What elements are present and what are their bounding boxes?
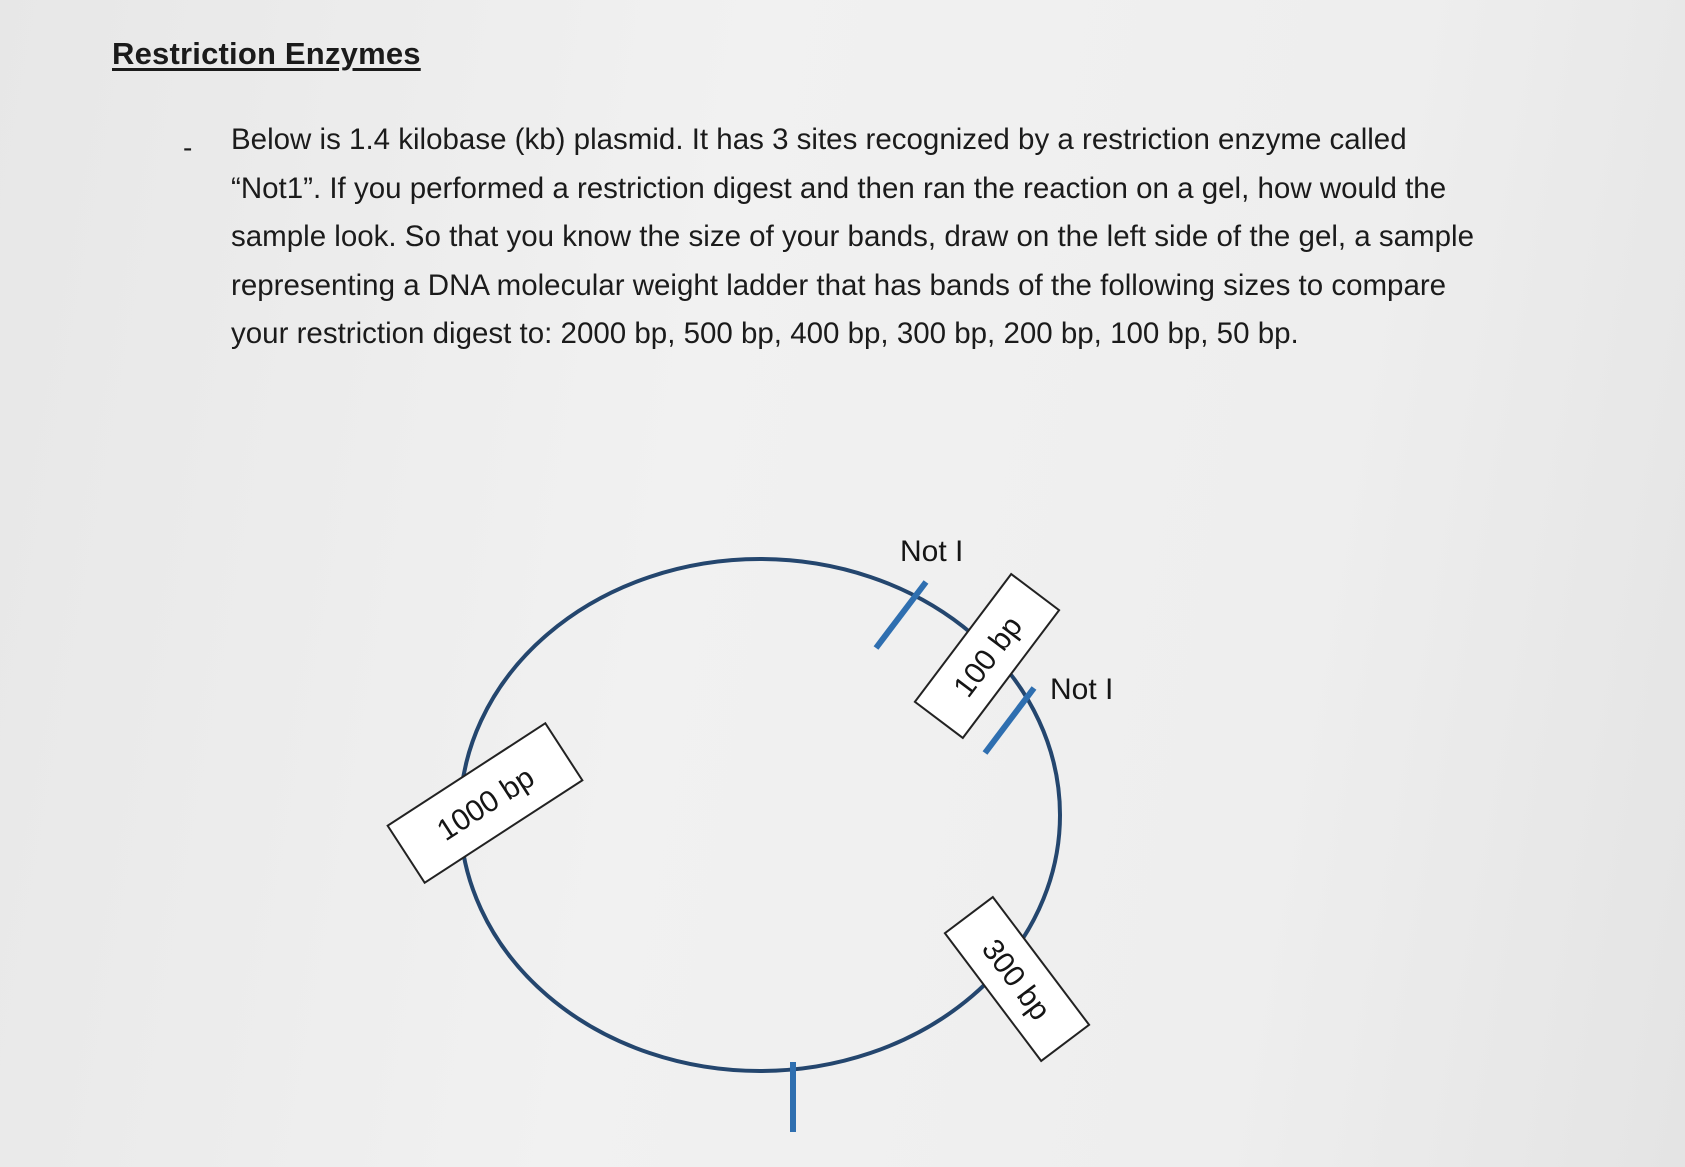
question-line: sample look. So that you know the size of your bands, draw on the left side of the gel, a sample <box>231 220 1474 254</box>
fragment-label-text: 1000 bp <box>431 760 541 848</box>
page-title: Restriction Enzymes <box>112 36 421 71</box>
not1-cut-mark-top <box>876 582 926 648</box>
not1-site-label-right: Not I <box>1050 673 1114 706</box>
fragment-label-text: 300 bp <box>975 933 1057 1027</box>
not1-site-label-top: Not I <box>900 535 964 568</box>
fragment-label-1000bp <box>388 723 583 882</box>
question-line: Below is 1.4 kilobase (kb) plasmid. It has 3 sites recognized by a restriction enzyme called <box>231 123 1407 156</box>
fragment-label-300bp <box>945 897 1089 1061</box>
question-line: representing a DNA molecular weight ladder that has bands of the following sizes to compare <box>231 268 1447 302</box>
fragment-label-text: 100 bp <box>947 610 1029 704</box>
question-line: “Not1”. If you performed a restriction digest and then ran the reaction on a gel, how would the <box>231 171 1447 205</box>
question-line: your restriction digest to: 2000 bp, 500 bp, 400 bp, 300 bp, 200 bp, 100 bp, 50 bp. <box>231 317 1299 351</box>
bullet-dash: - <box>183 132 193 163</box>
